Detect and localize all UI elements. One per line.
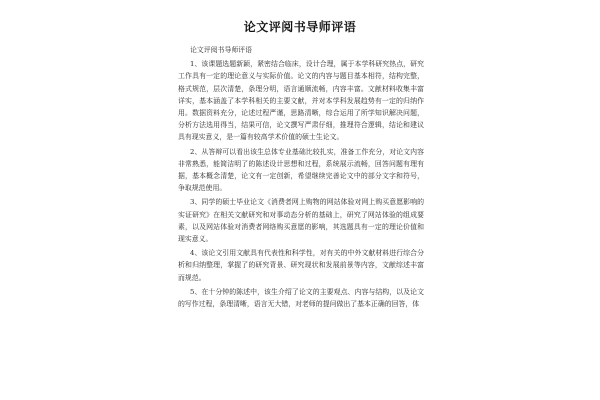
paragraph-3: 3、同学的硕士毕业论文《消费者网上购物的网站体验对网上购买意愿影响的实证研究》在相关文献研究和对事动态分析的基础上，研究了网站体验的组成要素，以及网站体验对消费者网络购买意愿的影响，其选题具有一定的理论价值和现实意义。 — [178, 198, 424, 244]
document-title: 论文评阅书导师评语 — [243, 20, 357, 34]
document-subtitle: 论文评阅书导师评语 — [190, 46, 253, 54]
paragraph-4: 4、该论文引用文献具有代表性和科学性，对有关的中外文献材料进行综合分析和归纳整理，掌握了的研究背景、研究现状和发展前景等内容，文献综述丰富而规范。 — [178, 249, 424, 282]
paragraph-1: 1、该课题选题新颖，紧密结合临床，设计合理，属于本学科研究热点，研究工作具有一定的理论意义与实际价值。论文的内容与题目基本相符，结构完整，格式规范，层次清楚，条理分明，语言通顺流畅，内容丰富。文献材料收集丰富详实，基本涵盖了本学科相关的主要文献，并对本学科发展趋势有一定的归纳作用。数据资料充分，论述过程严谨，思路清晰，综合运用了所学知识解决问题，分析方法选用得当，结果可信，论文撰写严肃仔细，推理符合逻辑，结论和建议具有现实意义，是一篇有较高学术价值的硕士生论文。 — [178, 60, 424, 142]
paragraph-2: 2、从答辩可以看出该生总体专业基础比较扎实，准备工作充分，对论文内容非常熟悉，能简洁明了的陈述设计思想和过程，系统展示流畅，回答问题有理有据，基本概念清楚，论文有一定创新，希望继续完善论文中的部分文字和符号，争取规范使用。 — [178, 147, 424, 193]
document-body — [178, 44, 424, 312]
paragraph-5: 5、在十分钟的陈述中，该生介绍了论文的主要观点、内容与结构，以及论文的写作过程，条理清晰，语言无大错，对老师的提问做出了基本正确的回答，体 — [178, 287, 424, 309]
